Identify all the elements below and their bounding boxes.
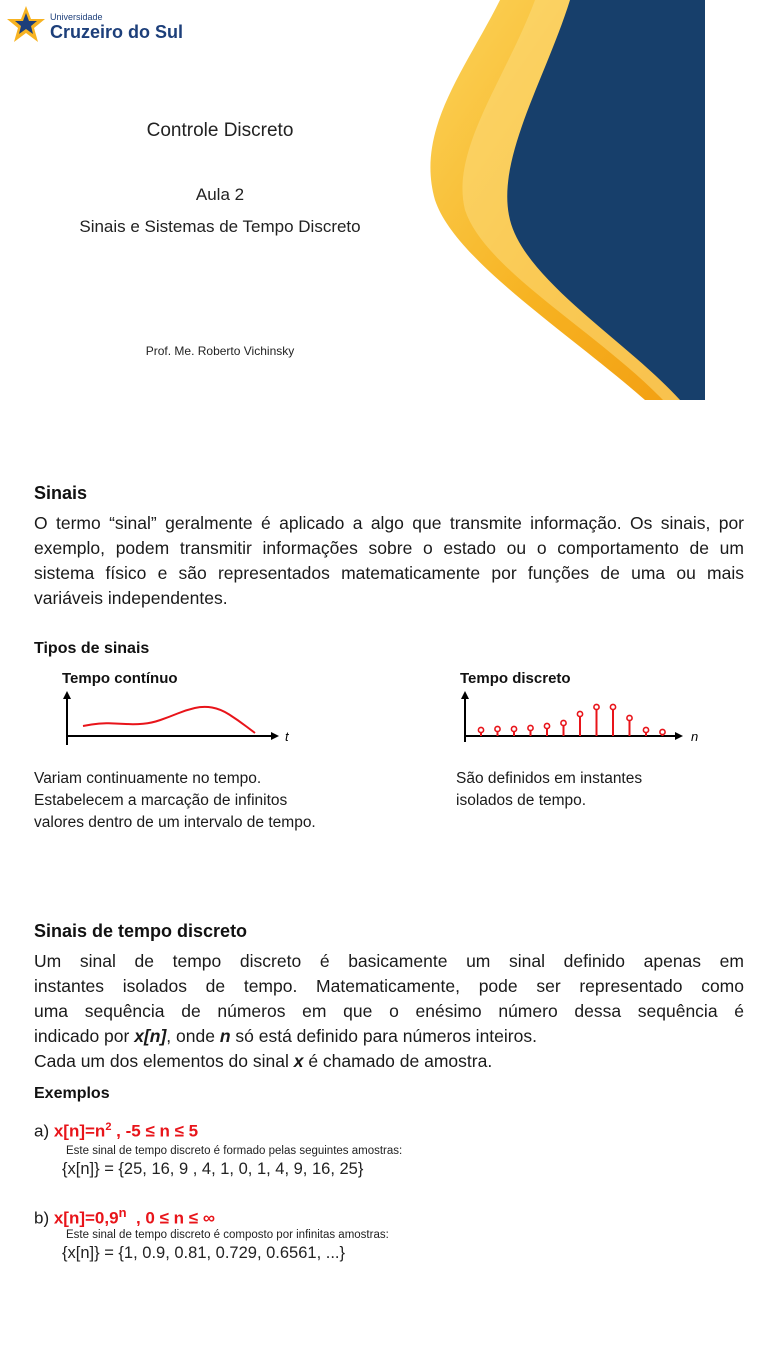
slide-title: Controle Discreto <box>146 120 294 141</box>
example-a-description: Este sinal de tempo discreto é formado pelas seguintes amostras: <box>66 1145 403 1157</box>
y-axis-arrow-icon <box>63 691 71 699</box>
continuous-description <box>34 768 316 834</box>
continuous-desc-line: Estabelecem a marcação de infinitos <box>34 792 288 809</box>
x-axis-arrow-icon <box>271 732 279 740</box>
text-span: , onde <box>166 1026 220 1046</box>
tipos-heading: Tipos de sinais <box>34 640 150 657</box>
text-span: indicado por <box>34 1026 135 1046</box>
formula-exponent: 2 <box>105 1121 112 1133</box>
formula-range: , -5 ≤ n ≤ 5 <box>111 1121 199 1141</box>
x-axis-label: n <box>691 729 699 744</box>
discrete-desc-line: isolados de tempo. <box>456 792 587 809</box>
formula-range: , 0 ≤ n ≤ ∞ <box>126 1208 215 1228</box>
stem-marker <box>511 726 516 731</box>
discreto-line-1: Um sinal de tempo discreto é basicamente um sinal definido apenas em <box>34 951 744 971</box>
stem-marker <box>660 729 665 734</box>
exemplos-heading: Exemplos <box>34 1085 110 1102</box>
discreto-line-4 <box>34 1024 537 1049</box>
example-b-formula <box>34 1205 215 1229</box>
text-span: Cada um dos elementos do sinal <box>34 1051 294 1071</box>
example-a-set: {x[n]} = {25, 16, 9 , 4, 1, 0, 1, 4, 9, 16, 25} <box>62 1160 364 1178</box>
discrete-chart <box>455 690 715 750</box>
stem-marker <box>610 704 615 709</box>
discrete-desc-line: São definidos em instantes <box>456 770 643 787</box>
discrete-label: Tempo discreto <box>460 670 571 687</box>
symbol-xn: x[n] <box>134 1026 167 1046</box>
logo-university-label: Universidade <box>50 12 103 22</box>
example-prefix: b) <box>34 1208 54 1228</box>
continuous-label: Tempo contínuo <box>62 670 178 687</box>
slide-professor: Prof. Me. Roberto Vichinsky <box>145 344 295 358</box>
continuous-desc-line: valores dentro de um intervalo de tempo. <box>34 814 316 831</box>
star-logo-icon <box>6 4 46 44</box>
continuous-series-line <box>83 707 255 733</box>
section-heading-sinais: Sinais <box>34 483 88 503</box>
continuous-desc-line: Variam continuamente no tempo. <box>34 770 262 787</box>
stem-marker <box>495 726 500 731</box>
formula-exponent: n <box>118 1205 127 1220</box>
symbol-n: n <box>219 1026 231 1046</box>
slide-subtitle: Sinais e Sistemas de Tempo Discreto <box>79 217 361 236</box>
stem-marker <box>561 720 566 725</box>
logo-name: Cruzeiro do Sul <box>50 22 184 42</box>
stem-marker <box>627 715 632 720</box>
stem-marker <box>478 727 483 732</box>
y-axis-arrow-icon <box>461 691 469 699</box>
slide-lesson: Aula 2 <box>195 185 245 204</box>
stem-marker <box>544 723 549 728</box>
example-b-description: Este sinal de tempo discreto é composto por infinitas amostras: <box>66 1229 389 1241</box>
formula-base: x[n]=n <box>53 1121 106 1141</box>
example-prefix: a) <box>34 1121 54 1141</box>
title-slide <box>0 0 769 400</box>
continuous-chart <box>55 690 305 750</box>
discreto-line-5 <box>34 1049 492 1074</box>
symbol-x: x <box>293 1051 304 1071</box>
discrete-description <box>456 768 642 812</box>
discreto-line-2: instantes isolados de tempo. Matematicamente, pode ser representado como <box>34 976 744 996</box>
stem-marker <box>594 704 599 709</box>
example-a-formula <box>34 1121 198 1142</box>
discreto-line-3: uma sequência de números em que o enésimo número dessa sequência é <box>34 1001 744 1021</box>
text-span: é chamado de amostra. <box>303 1051 493 1071</box>
formula-base: x[n]=0,9 <box>53 1208 119 1228</box>
stem-marker <box>577 711 582 716</box>
stem-marker <box>528 725 533 730</box>
text-span: só está definido para números inteiros. <box>230 1026 537 1046</box>
example-b-set: {x[n]} = {1, 0.9, 0.81, 0.729, 0.6561, ...} <box>62 1244 346 1262</box>
decorative-swoosh <box>395 0 715 400</box>
sinais-paragraph: O termo “sinal” geralmente é aplicado a algo que transmite informação. Os sinais, por exemplo, podem transmitir informações sobre o estado ou o comportamento de um sistema físico e são representados matematicamente por funções de uma ou mais variáveis independentes. <box>34 513 744 608</box>
x-axis-arrow-icon <box>675 732 683 740</box>
section-heading-discreto: Sinais de tempo discreto <box>34 921 248 941</box>
x-axis-label: t <box>285 729 289 744</box>
stem-marker <box>643 727 648 732</box>
